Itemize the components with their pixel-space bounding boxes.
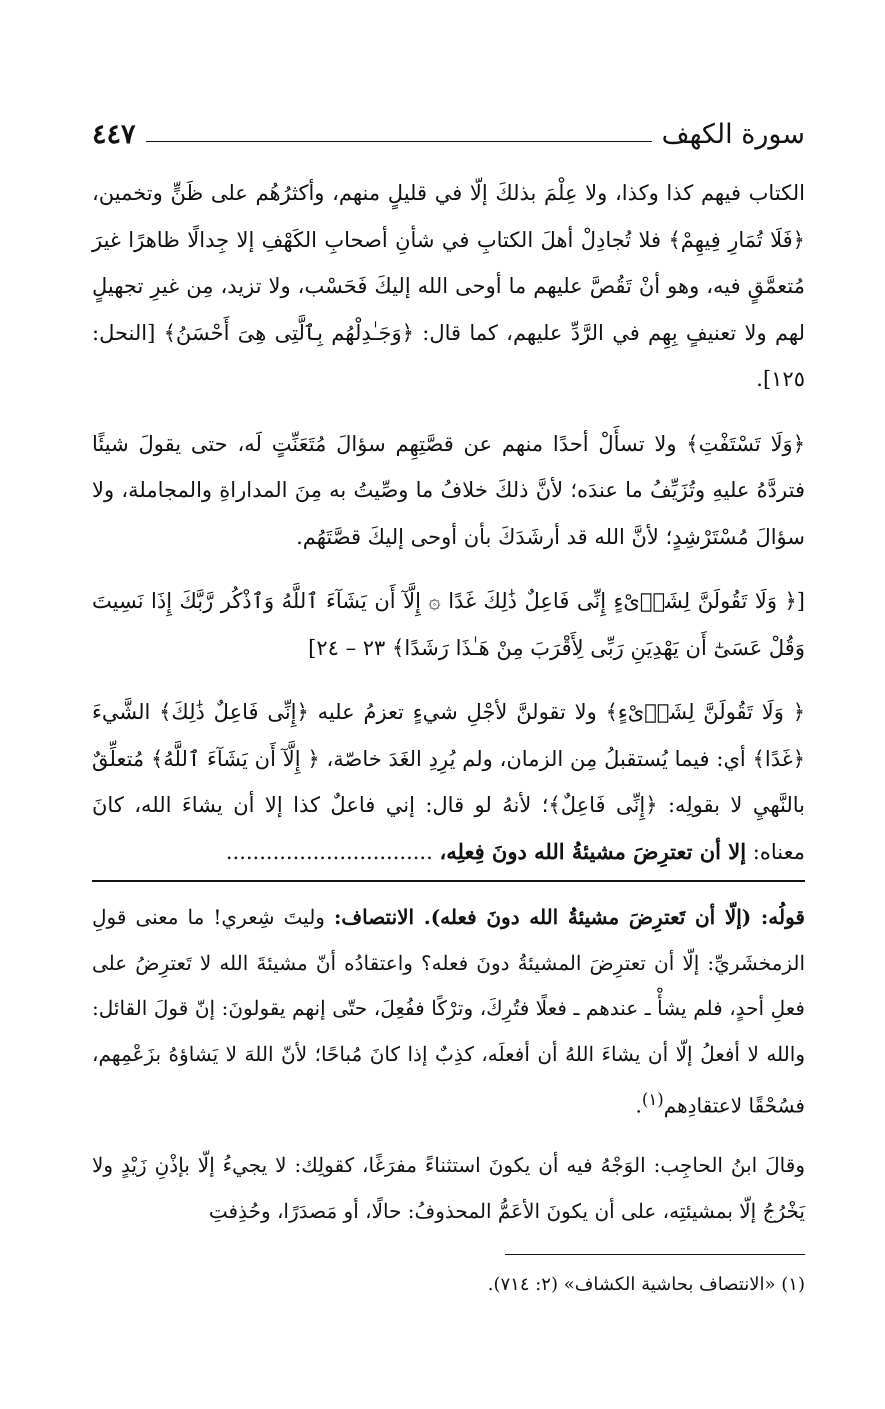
commentary-paragraph-2: وقالَ ابنُ الحاجِب: الوَجْهُ فيه أن يكونَ استثناءً مفرَغًا، كقولِك: لا يجيءُ إلّا بإذْنِ زَيْدٍ ولا يَخْرُجُ إلّا بمشيئتِه، على أن يكونَ الأعَمُّ المحذوفُ: حالًا، أو مَصدَرًا، وحُذِفتِ bbox=[92, 1153, 805, 1223]
paragraph-3-bold: إلا أن تعترِضَ مشيئةُ الله دونَ فِعلِه، bbox=[439, 838, 747, 864]
paragraph-2: ﴿وَلَا تَسْتَفْتِ﴾ ولا تسأَلْ أحدًا منهم عن قصَّتِهِم سؤالَ مُتَعَنِّتٍ لَه، حتى يقولَ شيئًا فتردَّهُ عليهِ وتُزَيِّفُ ما عندَه؛ لأنَّ ذلكَ خلافُ ما وصِّيتُ به مِنَ المداراةِ والمجاملة، ولا سؤالَ مُسْتَرْشِدٍ؛ لأنَّ الله قد أرشَدَكَ بأن أوحى إليكَ قصَّتَهُم. bbox=[92, 431, 805, 549]
surah-title: سورة الكهف bbox=[661, 119, 805, 150]
paragraph-3-text: ﴿ وَلَا تَقُولَنَّ لِشَا۟ىْءٍ﴾ ولا تقولنَّ لأجْلِ شيءٍ تعزمُ عليه ﴿إِنِّى فَاعِلٌ ذَٰلِكَ﴾ الشَّيءَ ﴿غَدًا﴾ أي: فيما يُستقبلُ مِن الزمان، ولم يُرِدِ الغَدَ خاصّة، ﴿ إِلَّآ أَن يَشَآءَ ٱللَّهُ﴾ مُتعلِّقٌ بالنَّهيِ لا بقولِه: ﴿إِنِّى فَاعِلٌ﴾؛ لأنهُ لو قال: إني فاعلٌ كذا إلا أن يشاءَ الله، كانَ معناه: bbox=[92, 700, 805, 864]
footnote-rule bbox=[505, 1254, 805, 1255]
footnote: (١) «الانتصاف بحاشية الكشاف» (٢: ٧١٤). bbox=[487, 1274, 805, 1295]
footnote-reference: (١) bbox=[641, 1090, 664, 1109]
commentary-text bbox=[92, 895, 805, 1248]
commentary-end-1: . bbox=[635, 1093, 642, 1118]
page-number: ٤٤٧ bbox=[92, 119, 136, 150]
page-header bbox=[92, 108, 805, 148]
paragraph-3-dots: ............................... bbox=[225, 839, 440, 864]
paragraph-3 bbox=[92, 689, 805, 875]
quran-verse: [﴿ وَلَا تَقُولَنَّ لِشَا۟ىْءٍ إِنِّى فَاعِلٌ ذَٰلِكَ غَدًا ۞ إِلَّآ أَن يَشَآءَ ٱللَّهُ وَٱذْكُر رَّبَّكَ إِذَا نَسِيتَ وَقُلْ عَسَىٰٓ أَن يَهْدِيَنِ رَبِّى لِأَقْرَبَ مِنْ هَـٰذَا رَشَدًا﴾ ٢٣ – ٢٤] bbox=[92, 589, 805, 660]
commentary-divider bbox=[92, 880, 805, 882]
commentary-paragraph-1 bbox=[92, 895, 805, 1129]
commentary-lead: قولُه: (إلّا أن تَعترِضَ مشيئةُ الله دونَ فعله). الانتصاف: bbox=[334, 905, 805, 929]
paragraph-1: الكتاب فيهم كذا وكذا، ولا عِلْمَ بذلكَ إلّا في قليلٍ منهم، وأكثرُهُم على ظَنٍّ وتخمين، ﴿فَلَا تُمَارِ فِيهِمْ﴾ فلا تُجادِلْ أهلَ الكتابِ في شأنِ أصحابِ الكَهْفِ إلا جِدالًا ظاهرًا غيرَ مُتعمَّقٍ فيه، وهو أنْ تَقُصَّ عليهم ما أوحى الله إليكَ فَحَسْب، ولا تزيد، مِن غيرِ تجهيلٍ لهم ولا تعنيفٍ بِهِم في الرَّدِّ عليهم، كما قال: ﴿وَجَـٰدِلْهُم بِٱلَّتِى هِىَ أَحْسَنُ﴾ [النحل: ١٢٥]. bbox=[92, 181, 805, 391]
commentary-body-1: وليتَ شِعري! ما معنى قولِ الزمخشَريِّ: إلّا أن تعترِضَ المشيئةُ دونَ فعله؟ واعتقادُه أنّ مشيئةَ الله لا تَعترِضُ على فعلِ أحدٍ، فلم يشأْ ـ عندهم ـ فعلًا فتُرِكَ، وترْكًا ففُعِلَ، حتّى إنهم يقولونَ: إنّ قولَ القائل: والله لا أفعلُ إلّا أن يشاءَ اللهُ أن أفعلَه، كذِبٌ إذا كانَ مُباحًا؛ لأنّ اللهَ لا يَشاؤهُ بزَعْمِهم، فسُحْقًا لاعتقادِهم bbox=[92, 905, 805, 1118]
main-text bbox=[92, 170, 805, 893]
header-rule bbox=[146, 141, 652, 142]
